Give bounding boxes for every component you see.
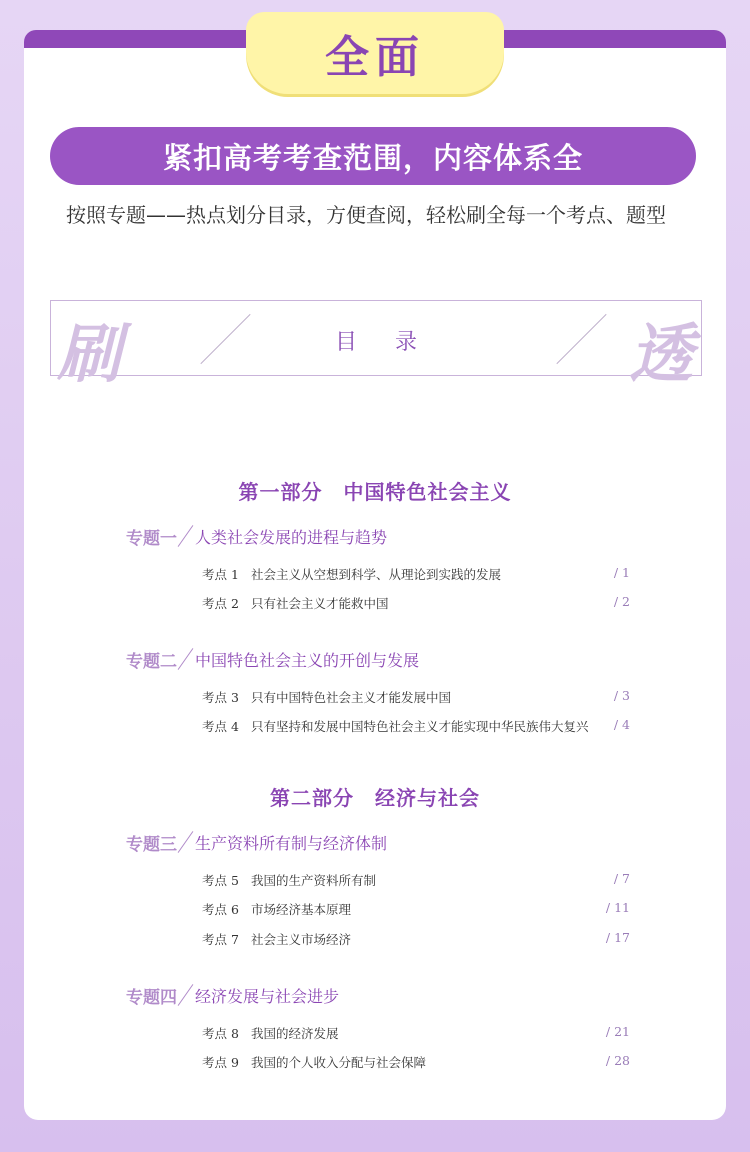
toc-entry-page: / 21 xyxy=(605,1024,630,1039)
feature-badge xyxy=(246,12,504,94)
topic-heading xyxy=(126,647,419,671)
toc-entry[interactable] xyxy=(202,688,632,706)
toc-entry-title: 只有坚持和发展中国特色社会主义才能实现中华民族伟大复兴 xyxy=(251,719,589,734)
toc-entry[interactable] xyxy=(202,565,632,583)
description-text: 按照专题——热点划分目录，方便查阅，轻松刷全每一个考点、题型 xyxy=(66,203,666,227)
topic-slash-divider xyxy=(178,525,194,547)
toc-entry-title: 我国的经济发展 xyxy=(251,1026,339,1041)
toc-entry-page: / 3 xyxy=(613,688,630,703)
brush-calligraphy-left: 刷 xyxy=(57,317,121,392)
toc-entry[interactable] xyxy=(202,717,632,735)
topic-tag: 专题二 xyxy=(126,651,177,672)
toc-entry[interactable] xyxy=(202,1024,632,1042)
toc-entry[interactable] xyxy=(202,1053,632,1071)
toc-entry-label: 考点 2 xyxy=(202,596,239,611)
toc-title: 目录 xyxy=(334,330,455,355)
toc-entry-title: 我国的个人收入分配与社会保障 xyxy=(251,1055,427,1070)
toc-banner xyxy=(50,300,702,392)
topic-tag: 专题四 xyxy=(126,987,177,1008)
toc-entry[interactable] xyxy=(202,594,632,612)
toc-entry-title: 我国的生产资料所有制 xyxy=(251,873,377,888)
topic-heading xyxy=(126,983,339,1007)
toc-entry-label: 考点 6 xyxy=(202,902,239,917)
toc-entry-page: / 28 xyxy=(605,1053,630,1068)
topic-title: 经济发展与社会进步 xyxy=(195,986,340,1006)
toc-entry-label: 考点 9 xyxy=(202,1055,239,1070)
toc-entry-page: / 11 xyxy=(605,900,630,915)
topic-slash-divider xyxy=(178,831,194,853)
toc-entry-label: 考点 7 xyxy=(202,932,239,947)
topic-heading xyxy=(126,524,387,548)
toc-entry[interactable] xyxy=(202,900,632,918)
toc-entry-page: / 17 xyxy=(605,930,630,945)
topic-title: 生产资料所有制与经济体制 xyxy=(195,833,388,853)
feature-badge-label: 全面 xyxy=(325,32,425,83)
toc-entry-label: 考点 8 xyxy=(202,1026,239,1041)
toc-entry-title: 社会主义市场经济 xyxy=(251,932,352,947)
part-heading: 第二部分 经济与社会 xyxy=(270,786,480,810)
toc-entry-label: 考点 3 xyxy=(202,690,239,705)
toc-entry-page: / 2 xyxy=(613,594,630,609)
toc-entry-title: 只有中国特色社会主义才能发展中国 xyxy=(251,690,452,705)
toc-entry-label: 考点 4 xyxy=(202,719,239,734)
topic-slash-divider xyxy=(178,648,194,670)
toc-entry-page: / 4 xyxy=(613,717,630,732)
toc-entry-title: 社会主义从空想到科学、从理论到实践的发展 xyxy=(251,567,502,582)
topic-heading xyxy=(126,830,387,854)
toc-entry-title: 只有社会主义才能救中国 xyxy=(251,596,389,611)
toc-entry-page: / 7 xyxy=(613,871,630,886)
toc-entry[interactable] xyxy=(202,871,632,889)
toc-entry-label: 考点 1 xyxy=(202,567,239,582)
brush-calligraphy-right: 透 xyxy=(629,317,693,392)
toc-entry-label: 考点 5 xyxy=(202,873,239,888)
part-heading: 第一部分 中国特色社会主义 xyxy=(238,480,512,504)
topic-title: 中国特色社会主义的开创与发展 xyxy=(195,650,420,670)
topic-tag: 专题一 xyxy=(126,528,177,549)
topic-title: 人类社会发展的进程与趋势 xyxy=(195,527,388,547)
toc-entry-page: / 1 xyxy=(613,565,630,580)
toc-entry[interactable] xyxy=(202,930,632,948)
headline-banner xyxy=(50,127,696,185)
headline-text: 紧扣高考考查范围，内容体系全 xyxy=(162,140,583,175)
toc-entry-title: 市场经济基本原理 xyxy=(251,902,352,917)
topic-tag: 专题三 xyxy=(126,834,177,855)
topic-slash-divider xyxy=(178,984,194,1006)
